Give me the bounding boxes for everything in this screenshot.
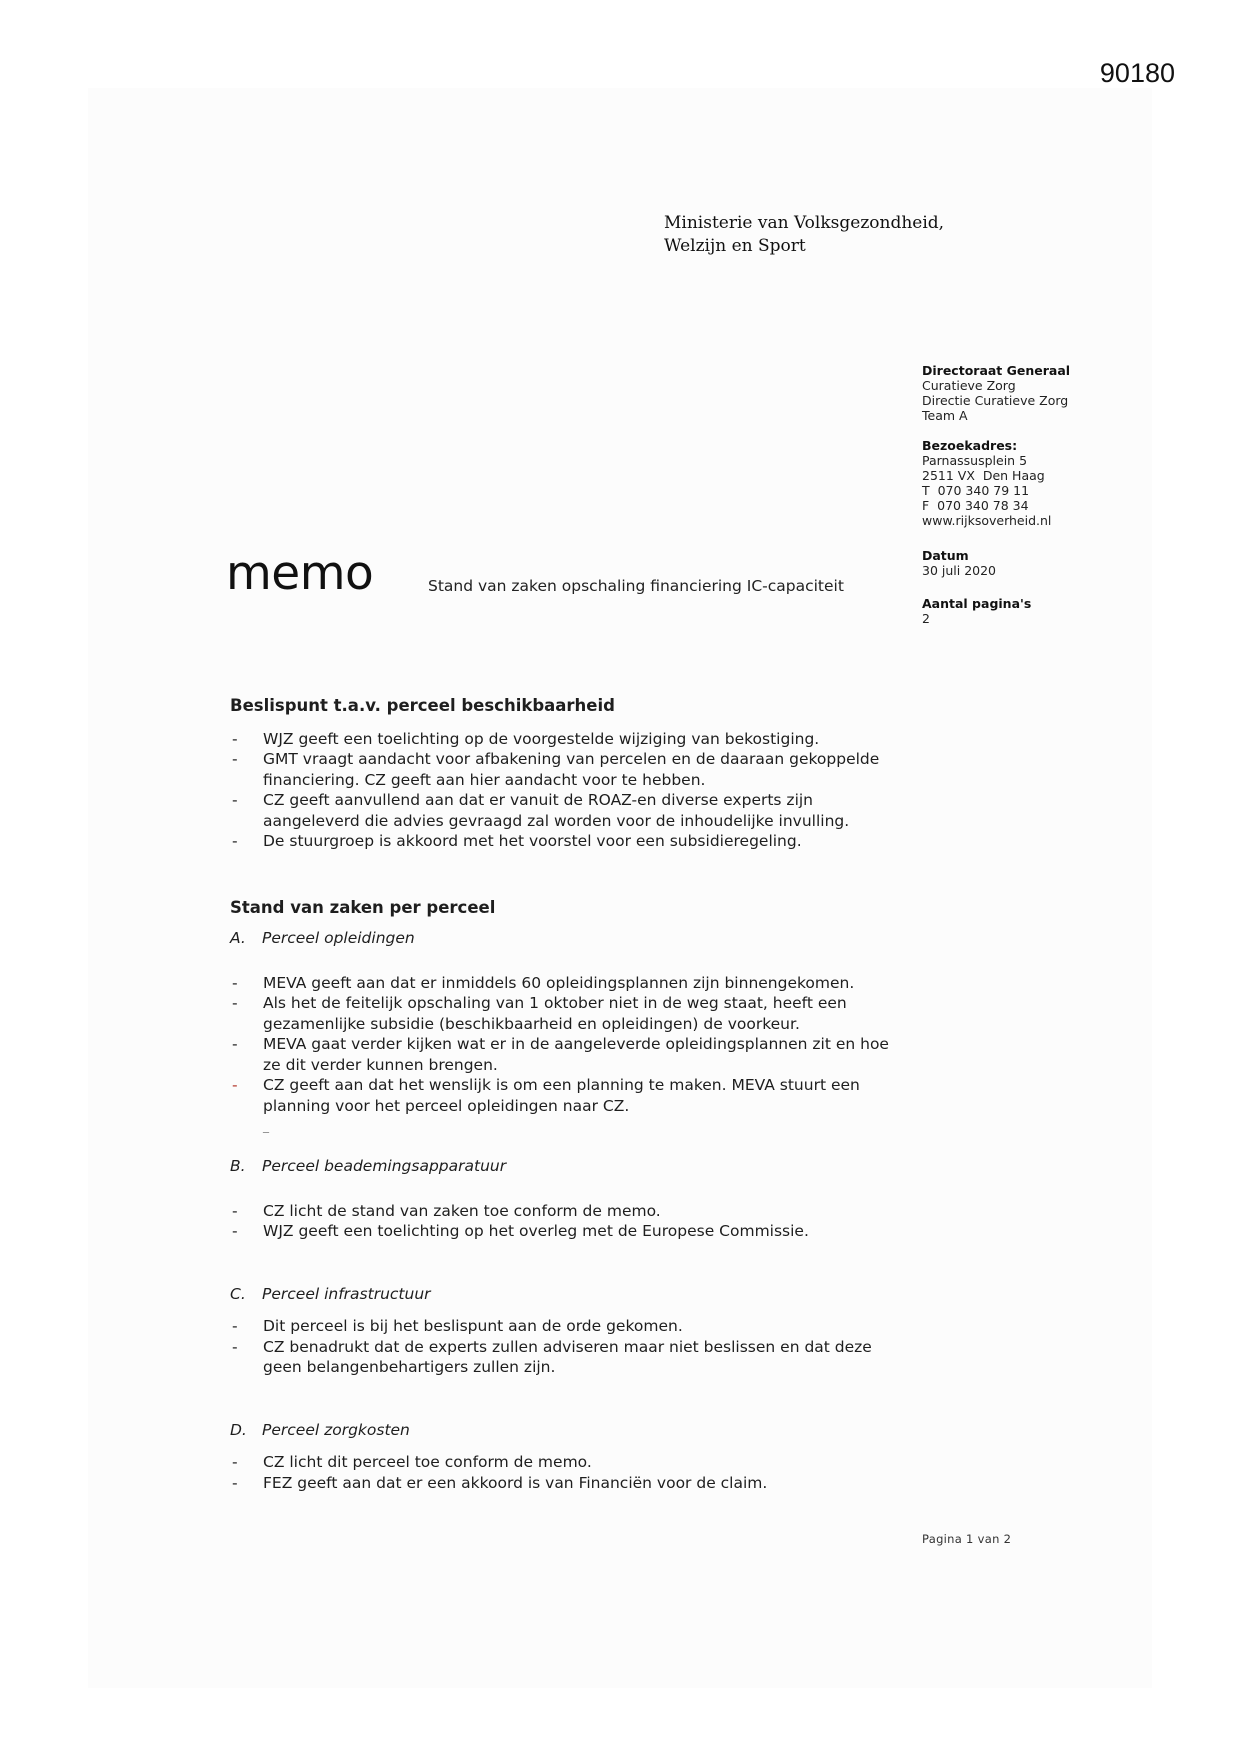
list-item [230, 993, 910, 1034]
date-value: 30 juli 2020 [922, 563, 997, 578]
list-item [230, 1075, 910, 1116]
visit-address-block [922, 438, 1142, 528]
organisation-block [922, 363, 1142, 423]
section-stand-van-zaken [230, 898, 910, 1494]
fax-line: F 070 340 78 34 [922, 498, 1029, 513]
perceel-block-b [230, 1156, 910, 1242]
bullet-dash: - [232, 1201, 238, 1220]
list-item-text: MEVA gaat verder kijken wat er in de aangeleverde opleidingsplannen zit en hoe ze dit verder kunnen brengen. [263, 1035, 889, 1074]
perceel-title [230, 928, 910, 949]
memo-subject: Stand van zaken opschaling financiering IC-capaciteit [428, 577, 844, 595]
bullet-dash: - [232, 1035, 238, 1053]
list-item-text: FEZ geeft aan dat er een akkoord is van Financiën voor de claim. [263, 1473, 768, 1492]
list-item [230, 1201, 910, 1222]
date-label: Datum [922, 548, 969, 563]
list-item-text: WJZ geeft een toelichting op de voorgestelde wijziging van bekostiging. [263, 729, 820, 748]
list-item [230, 1452, 910, 1473]
perceel-name: Perceel zorgkosten [262, 1420, 410, 1439]
list-item-text: GMT vraagt aandacht voor afbakening van percelen en de daaraan gekoppelde financiering. CZ geeft aan hier aandacht voor te hebben. [263, 750, 880, 789]
bullet-dash: - [232, 1337, 238, 1356]
perceel-title [230, 1156, 910, 1177]
stray-mark: _ [263, 1119, 269, 1133]
perceel-block-d [230, 1420, 910, 1494]
address-line: 2511 VX Den Haag [922, 468, 1045, 483]
section-beslispunt [230, 696, 910, 852]
bullet-list [230, 1201, 910, 1242]
bullet-dash: - [232, 994, 238, 1012]
list-item-text: MEVA geeft aan dat er inmiddels 60 opleidingsplannen zijn binnengekomen. [263, 973, 855, 992]
ministry-name [664, 212, 944, 258]
bullet-dash: - [232, 1473, 238, 1492]
list-item-text: CZ licht dit perceel toe conform de memo. [263, 1453, 592, 1471]
ministry-line-1: Ministerie van Volksgezondheid, [664, 213, 945, 233]
section-heading: Stand van zaken per perceel [230, 897, 496, 917]
perceel-title [230, 1420, 910, 1441]
page-number: Pagina 1 van 2 [922, 1532, 1012, 1546]
list-item [230, 831, 910, 852]
perceel-name: Perceel opleidingen [262, 929, 415, 947]
organisation-line: Curatieve Zorg [922, 378, 1016, 393]
ministry-line-2: Welzijn en Sport [664, 236, 806, 256]
list-item [230, 1337, 910, 1378]
organisation-line: Team A [922, 408, 968, 423]
perceel-letter: C. [230, 1284, 246, 1303]
organisation-line: Directie Curatieve Zorg [922, 393, 1069, 408]
list-item-text: CZ licht de stand van zaken toe conform de memo. [263, 1201, 661, 1220]
bullet-dash: - [232, 1222, 238, 1240]
list-item-text: CZ geeft aanvullend aan dat er vanuit de ROAZ-en diverse experts zijn aangeleverd die advies gevraagd zal worden voor de inhoudelijke invulling. [263, 791, 850, 830]
list-item [230, 749, 910, 790]
date-block [922, 548, 1142, 578]
visit-address-label: Bezoekadres: [922, 438, 1018, 453]
website-line: www.rijksoverheid.nl [922, 513, 1052, 528]
bullet-list [230, 1316, 910, 1378]
bullet-list [230, 1452, 910, 1493]
perceel-letter: A. [230, 929, 246, 947]
bullet-dash: - [232, 832, 238, 850]
list-item [230, 729, 910, 750]
bullet-dash: - [232, 791, 238, 809]
list-item [230, 973, 910, 994]
bullet-list [230, 729, 910, 852]
list-item-text: CZ geeft aan dat het wenslijk is om een planning te maken. MEVA stuurt een planning voor het perceel opleidingen naar CZ. [263, 1076, 860, 1115]
perceel-letter: D. [230, 1420, 247, 1439]
perceel-name: Perceel infrastructuur [262, 1284, 431, 1303]
bullet-dash: - [232, 1076, 238, 1094]
section-heading: Beslispunt t.a.v. perceel beschikbaarheid [230, 696, 615, 715]
bullet-dash: - [232, 729, 238, 748]
perceel-name: Perceel beademingsapparatuur [262, 1157, 507, 1175]
bullet-dash: - [232, 750, 238, 768]
document-number: 90180 [1099, 58, 1175, 88]
bullet-dash: - [232, 973, 238, 992]
memo-title: memo [226, 546, 374, 601]
page-count-block [922, 596, 1142, 626]
perceel-letter: B. [230, 1157, 246, 1175]
sender-sidebar [922, 363, 1142, 641]
page-count-value: 2 [922, 611, 930, 626]
list-item [230, 1473, 910, 1494]
list-item-text: Dit perceel is bij het beslispunt aan de orde gekomen. [263, 1317, 683, 1335]
list-item [230, 1316, 910, 1337]
list-item-text: WJZ geeft een toelichting op het overleg met de Europese Commissie. [263, 1222, 809, 1240]
list-item [230, 1221, 910, 1242]
list-item [230, 790, 910, 831]
memo-body [230, 696, 910, 1493]
list-item [230, 1034, 910, 1075]
bullet-dash: - [232, 1317, 238, 1335]
list-item-text: De stuurgroep is akkoord met het voorstel voor een subsidieregeling. [263, 832, 802, 850]
phone-line: T 070 340 79 11 [922, 483, 1030, 498]
list-item-text: Als het de feitelijk opschaling van 1 oktober niet in de weg staat, heeft een gezamenlijke subsidie (beschikbaarheid en opleidingen) de voorkeur. [263, 994, 847, 1033]
bullet-dash: - [232, 1453, 238, 1471]
organisation-label: Directoraat Generaal [922, 363, 1071, 378]
perceel-block-c [230, 1284, 910, 1378]
perceel-title [230, 1284, 910, 1305]
address-line: Parnassusplein 5 [922, 453, 1028, 468]
perceel-block-a [230, 928, 910, 1136]
list-item-text: CZ benadrukt dat de experts zullen adviseren maar niet beslissen en dat deze geen belangenbehartigers zullen zijn. [263, 1337, 872, 1376]
page-count-label: Aantal pagina's [922, 596, 1032, 611]
bullet-list [230, 973, 910, 1117]
